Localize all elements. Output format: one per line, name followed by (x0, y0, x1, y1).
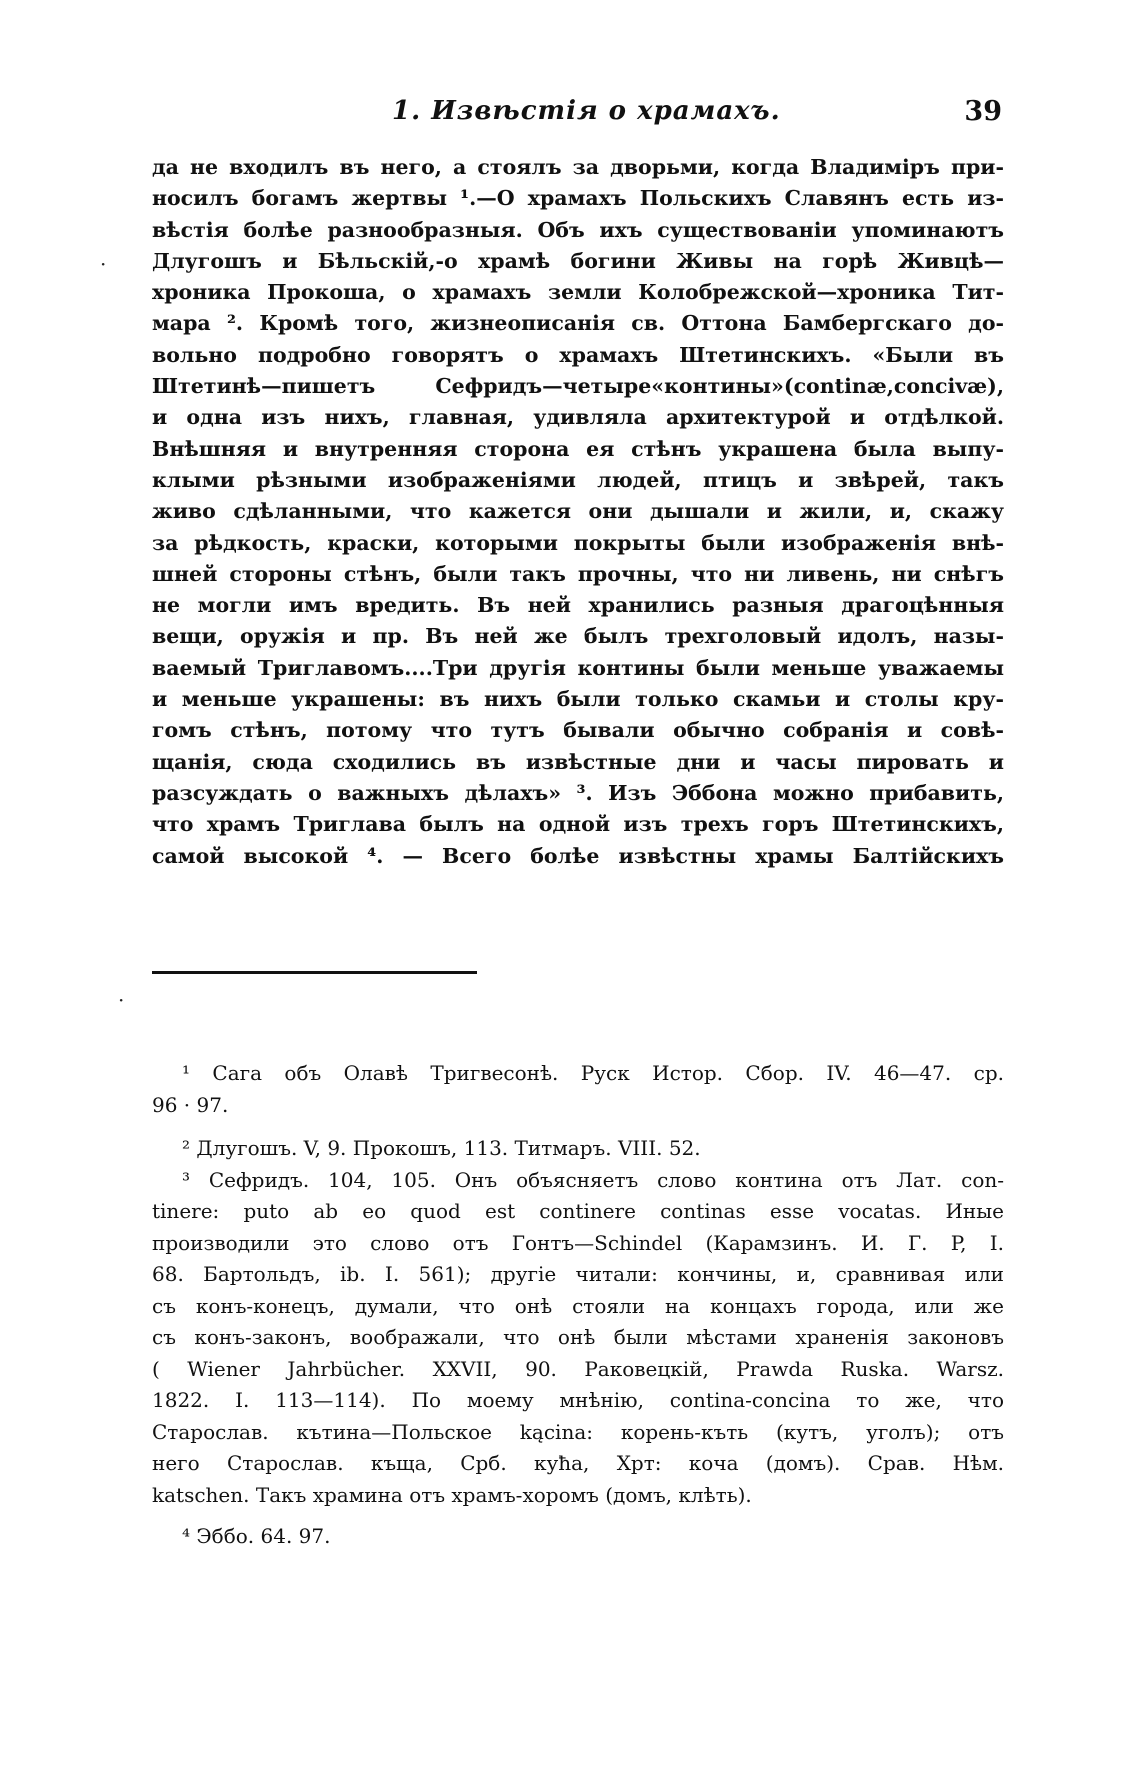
text-line: мара ². Кромѣ того, жизнеописанія св. Оттона Бамбергскаго до- (152, 311, 1004, 336)
margin-mark: · (100, 252, 107, 276)
running-head: 1. Извѣстія о храмахъ. (392, 96, 781, 126)
footnote-separator-rule (152, 971, 477, 974)
footnote-line: съ конъ-законъ, воображали, что онѣ были мѣстами храненія законовъ (152, 1325, 1004, 1349)
margin-mark: · (118, 988, 125, 1012)
footnote-line: производили это слово отъ Гонтъ—Schindel (Карамзинъ. И. Г. P, I. (152, 1230, 1004, 1255)
footnote-line: 96 · 97. (152, 1092, 229, 1117)
text-line: что храмъ Триглава былъ на одной изъ трехъ горъ Штетинскихъ, (152, 812, 1004, 837)
footnote-line: ¹ Сага объ Олавѣ Тригвесонѣ. Руск Истор. Сбор. IV. 46—47. ср. (182, 1061, 1004, 1085)
footnote-3 (152, 1165, 1004, 1512)
main-text (152, 152, 1004, 872)
text-line: да не входилъ въ него, а стоялъ за дворьми, когда Владиміръ при- (152, 155, 1004, 179)
footnote-line: tinere: puto ab eo quod est continere continas esse vocatas. Иные (152, 1199, 1004, 1223)
text-line: носилъ богамъ жертвы ¹.—О храмахъ Польскихъ Славянъ есть из- (152, 186, 1004, 211)
text-line: самой высокой ⁴. — Всего болѣе извѣстны храмы Балтійскихъ (152, 843, 1004, 868)
footnote-line: ⁴ Эббо. 64. 97. (182, 1524, 331, 1548)
text-line: и меньше украшены: въ нихъ были только скамьи и столы кру- (152, 687, 1004, 712)
text-line: ваемый Триглавомъ....Три другія контины были меньше уважаемы (152, 655, 1004, 680)
text-line: шней стороны стѣнъ, были такъ прочны, что ни ливень, ни снѣгъ (152, 561, 1004, 586)
text-line: вещи, оружія и пр. Въ ней же былъ трехголовый идолъ, назы- (152, 624, 1004, 649)
text-line: клыми рѣзными изображеніями людей, птицъ и звѣрей, такъ (152, 467, 1004, 492)
page-number: 39 (964, 96, 1002, 127)
text-line: не могли имъ вредить. Въ ней хранились разныя драгоцѣнныя (152, 593, 1004, 618)
text-line: вольно подробно говорятъ о храмахъ Штетинскихъ. «Были въ (152, 342, 1004, 367)
text-line: хроника Прокоша, о храмахъ земли Колобрежской—хроника Тит- (152, 280, 1004, 305)
text-line: гомъ стѣнъ, потому что тутъ бывали обычно собранія и совѣ- (152, 718, 1004, 743)
text-line: Штетинѣ—пишетъ Сефридъ—четыре«контины»(continæ,concivæ), (152, 374, 1004, 399)
footnote-line: ³ Сефридъ. 104, 105. Онъ объясняетъ слово контина отъ Лат. con- (182, 1167, 1004, 1192)
text-line: вѣстія болѣе разнообразныя. Объ ихъ существованіи упоминаютъ (152, 217, 1004, 242)
text-line: за рѣдкость, краски, которыми покрыты были изображенія внѣ- (152, 530, 1004, 555)
footnote-4 (152, 1521, 1004, 1553)
footnote-line: katschen. Такъ храмина отъ храмъ-хоромъ (домъ, клѣть). (152, 1482, 752, 1507)
text-line: Длугошъ и Бѣльскій,-о храмѣ богини Живы на горѣ Живцѣ— (152, 248, 1004, 273)
footnote-line: ² Длугошъ. V, 9. Прокошъ, 113. Титмаръ. VIII. 52. (182, 1136, 701, 1160)
text-line: живо сдѣланными, что кажется они дышали и жили, и, скажу (152, 499, 1004, 524)
footnote-line: 68. Бартольдъ, ib. I. 561); другіе читали: кончины, и, сравнивая или (152, 1262, 1004, 1286)
text-line: Внѣшняя и внутренняя сторона ея стѣнъ украшена была выпу- (152, 436, 1004, 461)
footnotes (152, 1058, 1004, 1553)
page-header (152, 96, 1002, 136)
text-line: и одна изъ нихъ, главная, удивляла архитектурой и отдѣлкой. (152, 405, 1004, 430)
text-line: разсуждать о важныхъ дѣлахъ» ³. Изъ Эббона можно прибавить, (152, 780, 1004, 805)
footnote-line: съ конъ-конецъ, думали, что онѣ стояли на концахъ города, или же (152, 1293, 1004, 1318)
footnote-line: 1822. I. 113—114). По моему мнѣнію, contina-concina то же, что (152, 1388, 1004, 1412)
footnote-2 (152, 1133, 1004, 1165)
footnote-line: него Старослав. къща, Срб. куħа, Хрт: коча (домъ). Срав. Нѣм. (152, 1451, 1004, 1475)
text-line: щанія, сюда сходились въ извѣстные дни и часы пировать и (152, 749, 1004, 774)
footnote-line: Старослав. кътина—Польское kącina: корень-къть (кутъ, уголъ); отъ (152, 1419, 1004, 1444)
footnote-1 (152, 1058, 1004, 1121)
footnote-line: ( Wiener Jahrbücher. XXVII, 90. Раковецкій, Prawda Ruska. Warsz. (152, 1356, 1004, 1381)
